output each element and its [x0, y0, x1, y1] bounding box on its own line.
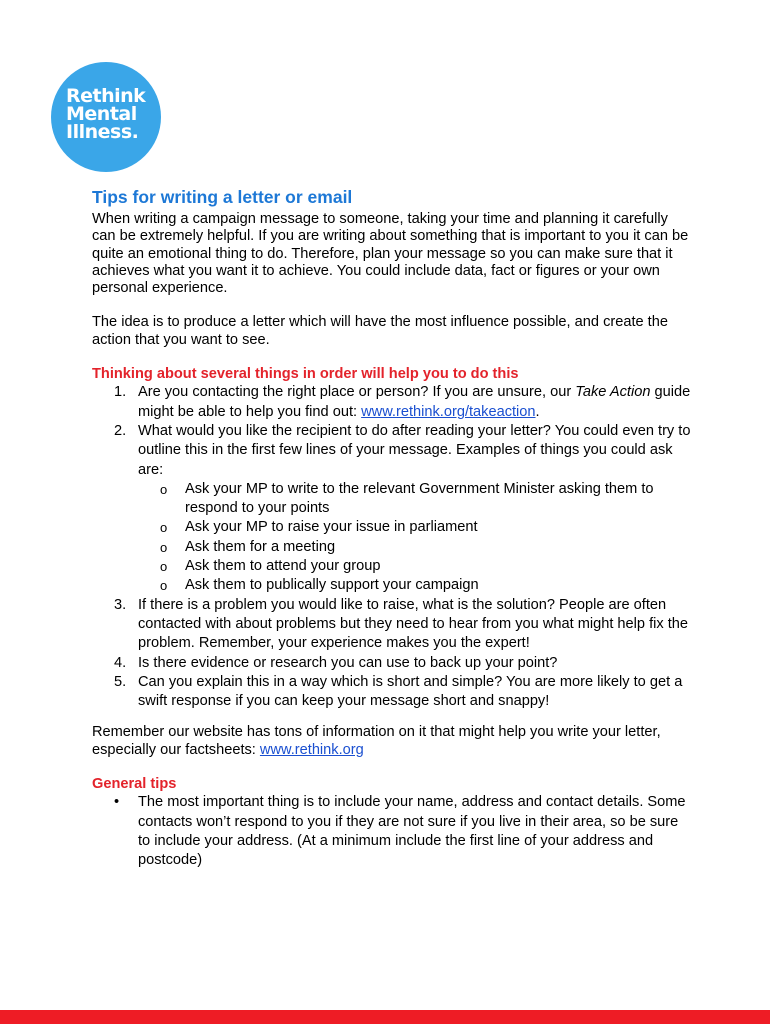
steps-list	[92, 383, 692, 711]
step-5-text: Can you explain this in a way which is short and simple? You are more likely to get a swift response if you can keep your message short and snappy!	[138, 673, 683, 710]
step-number: 1.	[114, 384, 127, 401]
step-number: 3.	[114, 596, 127, 613]
tip-item	[92, 793, 692, 870]
sub-bullet: o	[160, 578, 168, 594]
sub-bullet: o	[160, 559, 168, 575]
bottom-red-bar	[0, 1010, 770, 1024]
logo-line-3: Illness.	[66, 121, 139, 143]
logo-text	[66, 87, 145, 141]
sub-bullet: o	[160, 481, 168, 497]
step-item-1	[92, 383, 692, 422]
take-action-link[interactable]: www.rethink.org/takeaction	[361, 403, 536, 420]
sub-item-text: Ask your MP to write to the relevant Government Minister asking them to respond to your points	[185, 480, 654, 517]
step-number: 2.	[114, 422, 127, 439]
general-tips-heading: General tips	[92, 776, 177, 793]
step-1-italic: Take Action	[575, 384, 651, 401]
sub-item	[138, 538, 692, 557]
sub-item-text: Ask your MP to raise your issue in parliament	[185, 519, 478, 536]
step-1-mid: guide might be able to help you find out:	[138, 384, 691, 420]
step-item-5	[92, 673, 692, 712]
document-body	[92, 186, 692, 871]
idea-paragraph: The idea is to produce a letter which will have the most influence possible, and create the action that you want to see.	[92, 314, 668, 348]
thinking-heading: Thinking about several things in order will help you to do this	[92, 366, 519, 383]
step-item-3	[92, 596, 692, 654]
remember-paragraph	[92, 724, 692, 759]
tips-list	[92, 793, 692, 870]
page-title: Tips for writing a letter or email	[92, 187, 353, 207]
sub-item-text: Ask them for a meeting	[185, 538, 336, 555]
step-2-text: What would you like the recipient to do after reading your letter? You could even try to outline this in the first few lines of your message. Examples of things you could ask are:	[138, 422, 691, 478]
sub-item	[138, 480, 692, 519]
sub-item	[138, 557, 692, 576]
rethink-website-link[interactable]: www.rethink.org	[259, 741, 364, 758]
logo-line-1: Rethink	[66, 85, 146, 107]
step-4-text: Is there evidence or research you can use to back up your point?	[138, 654, 558, 671]
step-number: 5.	[114, 673, 127, 690]
remember-text: Remember our website has tons of information on it that might help you write your letter, especially our factsheets:	[92, 724, 661, 758]
sub-item-text: Ask them to attend your group	[185, 558, 381, 575]
step-item-2	[92, 422, 692, 596]
sub-bullet: o	[160, 520, 168, 536]
sub-item	[138, 576, 692, 595]
sub-list	[138, 480, 692, 596]
rethink-logo	[51, 62, 161, 172]
logo-line-2: Mental	[66, 103, 137, 125]
sub-bullet: o	[160, 539, 168, 555]
tip-bullet: •	[114, 794, 120, 811]
step-1-post: .	[535, 403, 540, 420]
sub-item-text: Ask them to publically support your campaign	[185, 577, 479, 594]
step-number: 4.	[114, 654, 127, 671]
intro-paragraph: When writing a campaign message to someone, taking your time and planning it carefully can be extremely helpful. If you are writing about something that is important to you it can be quite an emotional thing to do. Therefore, plan your message so you can make sure that it achieves what you want it to achieve. You could include data, fact or figures or your own personal experience.	[92, 211, 689, 297]
step-item-4	[92, 654, 692, 673]
step-1-pre: Are you contacting the right place or person? If you are unsure, our	[138, 384, 576, 401]
step-3-text: If there is a problem you would like to raise, what is the solution? People are often contacted with about problems but they need to hear from you what might help fix the problem. Remember, your experience makes you the expert!	[138, 596, 689, 652]
sub-item	[138, 518, 692, 537]
tip-text: The most important thing is to include your name, address and contact details. Some contacts won’t respond to you if they are not sure if you live in their area, so be sure to include your address. (At a minimum include the first line of your address and postcode)	[138, 794, 686, 869]
